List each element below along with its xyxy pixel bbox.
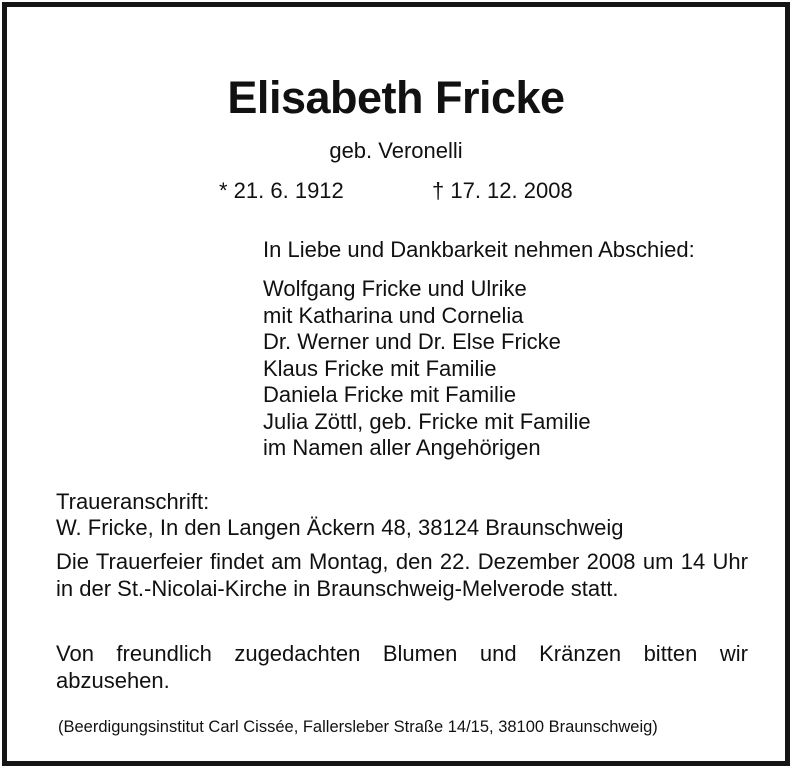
mourners-list bbox=[263, 276, 591, 462]
undertaker-line: (Beerdigungsinstitut Carl Cissée, Fallersleber Straße 14/15, 38100 Braunschweig) bbox=[58, 718, 658, 736]
mourner-line: Klaus Fricke mit Familie bbox=[263, 355, 497, 381]
mourner-line: Dr. Werner und Dr. Else Fricke bbox=[263, 329, 561, 354]
mourning-address: W. Fricke, In den Langen Äckern 48, 38124 Braunschweig bbox=[56, 515, 624, 540]
death-date: † 17. 12. 2008 bbox=[432, 178, 573, 203]
mourner-line: Wolfgang Fricke und Ulrike bbox=[263, 276, 527, 301]
mourner-line: Daniela Fricke mit Familie bbox=[263, 382, 517, 407]
birth-name: geb. Veronelli bbox=[329, 138, 463, 163]
mourner-line: im Namen aller Angehörigen bbox=[263, 435, 541, 460]
obituary-notice bbox=[2, 2, 790, 766]
farewell-line: In Liebe und Dankbarkeit nehmen Abschied: bbox=[263, 237, 695, 262]
mourning-address-label: Traueranschrift: bbox=[56, 489, 210, 514]
ceremony-paragraph: Die Trauerfeier findet am Montag, den 22. Dezember 2008 um 14 Uhr in der St.-Nicolai-Kirche in Braunschweig-Melverode statt. bbox=[56, 549, 748, 601]
flowers-paragraph: Von freundlich zugedachten Blumen und Kränzen bitten wir abzusehen. bbox=[56, 641, 748, 693]
birth-date: * 21. 6. 1912 bbox=[219, 178, 344, 203]
deceased-name: Elisabeth Fricke bbox=[227, 72, 565, 123]
mourner-line: mit Katharina und Cornelia bbox=[263, 302, 524, 328]
mourner-line: Julia Zöttl, geb. Fricke mit Familie bbox=[263, 408, 591, 434]
